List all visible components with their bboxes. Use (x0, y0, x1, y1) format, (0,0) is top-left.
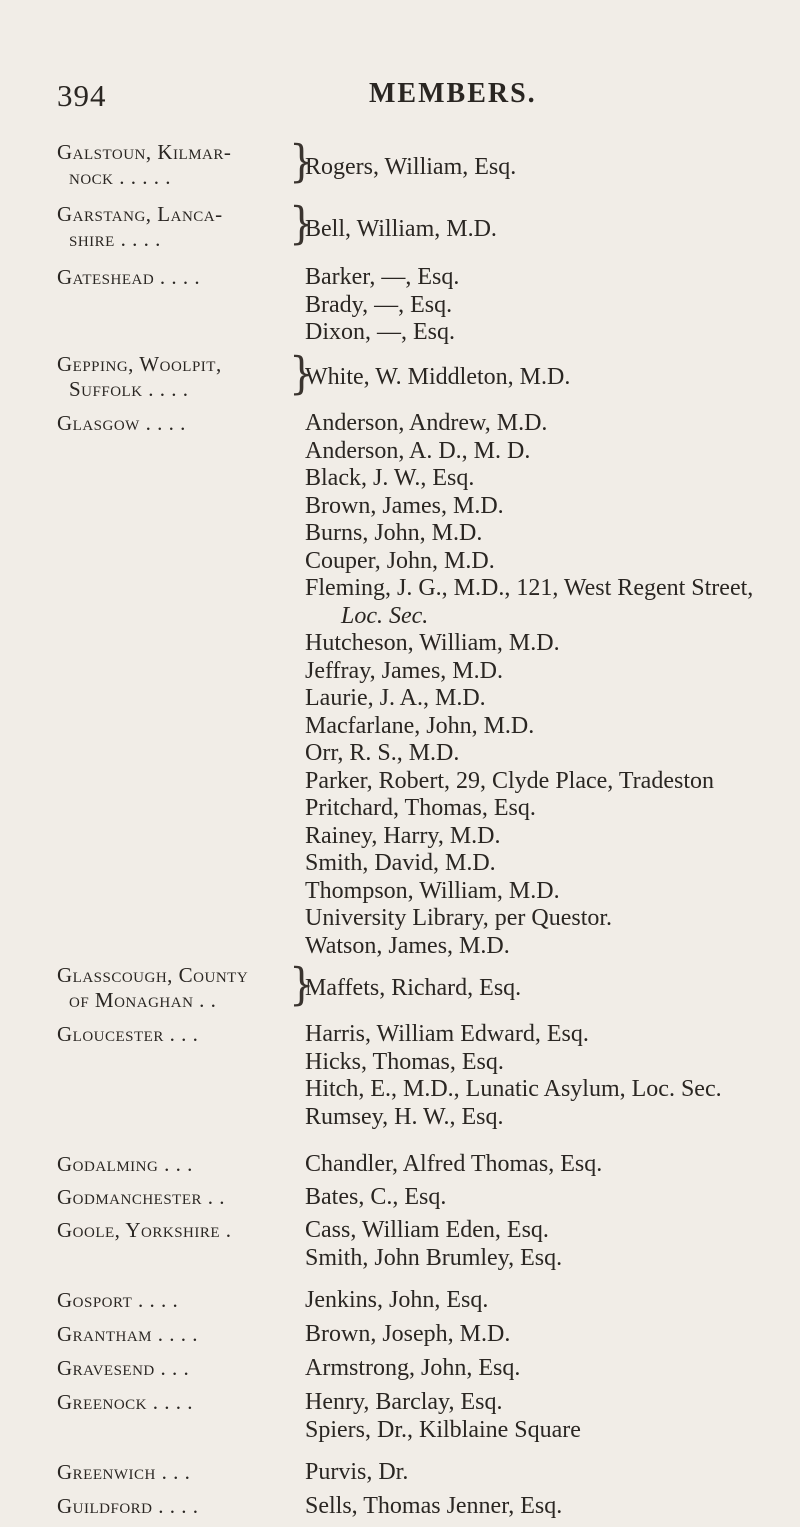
member-name: Anderson, Andrew, M.D. (305, 410, 548, 436)
member-name: Jeffray, James, M.D. (305, 657, 503, 684)
brace: } (289, 136, 315, 188)
member-name: Maffets, Richard, Esq. (305, 975, 522, 1001)
member-name: Smith, John Brumley, Esq. (305, 1244, 563, 1271)
member-name: Hutcheson, William, M.D. (305, 630, 560, 656)
entry-godmanchester (57, 1184, 787, 1217)
entry-greenwich (57, 1459, 787, 1493)
running-title: MEMBERS. (369, 78, 537, 109)
entry-galstoun (57, 136, 787, 202)
entry-guildford (57, 1493, 787, 1527)
place-name: Grantham . . . . (57, 1322, 199, 1346)
entry-gravesend (57, 1355, 787, 1389)
entry-gloucester (57, 1021, 787, 1151)
member-name: Anderson, A. D., M. D. (305, 437, 531, 464)
member-name: Barker, —, Esq. (305, 264, 460, 290)
member-name: Sells, Thomas Jenner, Esq. (305, 1493, 563, 1519)
member-name: Chandler, Alfred Thomas, Esq. (305, 1151, 603, 1177)
member-name: Watson, James, M.D. (305, 932, 510, 959)
member-name: Rumsey, H. W., Esq. (305, 1103, 504, 1130)
member-name: Brady, —, Esq. (305, 291, 453, 318)
member-name: Laurie, J. A., M.D. (305, 685, 486, 711)
member-name: Bates, C., Esq. (305, 1184, 447, 1210)
entry-goole (57, 1217, 787, 1287)
entry-grantham (57, 1321, 787, 1355)
entry-glasscough (57, 959, 787, 1021)
member-name: Pritchard, Thomas, Esq. (305, 795, 536, 821)
place-name: Greenwich . . . (57, 1460, 191, 1484)
member-name: Bell, William, M.D. (305, 216, 497, 242)
place-name: Glasgow . . . . (57, 411, 186, 435)
member-name: Thompson, William, M.D. (305, 877, 560, 904)
brace: } (289, 348, 315, 400)
entry-godalming (57, 1151, 787, 1184)
member-name: Spiers, Dr., Kilblaine Square (305, 1416, 581, 1443)
member-name: Dixon, —, Esq. (305, 319, 455, 345)
member-name: Rainey, Harry, M.D. (305, 822, 501, 849)
place-name: Gepping, Woolpit, Suffolk . . . . (57, 352, 222, 401)
place-name: Greenock . . . . (57, 1390, 193, 1414)
member-name: Henry, Barclay, Esq. (305, 1389, 503, 1415)
place-name: Glasscough, County of Monaghan . . (57, 963, 249, 1012)
member-name: Jenkins, John, Esq. (305, 1287, 489, 1313)
place-name: Garstang, Lanca- shire . . . . (57, 202, 223, 251)
member-name: Black, J. W., Esq. (305, 465, 475, 491)
member-note: Loc. Sec. (341, 602, 429, 629)
member-name: Smith, David, M.D. (305, 850, 496, 876)
place-name: Gateshead . . . . (57, 265, 201, 289)
brace: } (289, 198, 315, 250)
place-name: Guildford . . . . (57, 1494, 199, 1518)
member-name: University Library, per Questor. (305, 905, 613, 931)
member-name: White, W. Middleton, M.D. (305, 364, 571, 390)
place-name: Gloucester . . . (57, 1022, 199, 1046)
brace: } (289, 959, 315, 1011)
member-name: Armstrong, John, Esq. (305, 1355, 521, 1381)
place-name: Gravesend . . . (57, 1356, 190, 1380)
entry-gepping (57, 348, 787, 410)
entry-gosport (57, 1287, 787, 1321)
member-name: Couper, John, M.D. (305, 547, 495, 574)
place-name: Galstoun, Kilmar- nock . . . . . (57, 140, 232, 189)
member-name: Fleming, J. G., M.D., 121, West Regent Street, (305, 575, 754, 601)
member-name: Purvis, Dr. (305, 1459, 409, 1485)
place-name: Gosport . . . . (57, 1288, 179, 1312)
entry-greenock (57, 1389, 787, 1459)
member-name: Cass, William Eden, Esq. (305, 1217, 549, 1243)
member-name: Hicks, Thomas, Esq. (305, 1048, 504, 1075)
member-name: Burns, John, M.D. (305, 520, 483, 546)
member-name: Orr, R. S., M.D. (305, 740, 460, 766)
member-name: Parker, Robert, 29, Clyde Place, Tradeston (305, 767, 714, 794)
member-name: Rogers, William, Esq. (305, 154, 517, 180)
member-name: Macfarlane, John, M.D. (305, 712, 535, 739)
members-list (57, 136, 787, 1527)
member-name: Harris, William Edward, Esq. (305, 1021, 589, 1047)
member-name: Hitch, E., M.D., Lunatic Asylum, Loc. Sec. (305, 1076, 722, 1102)
entry-glasgow (57, 410, 787, 963)
place-name: Godalming . . . (57, 1152, 193, 1176)
place-name: Godmanchester . . (57, 1185, 226, 1209)
member-name: Brown, Joseph, M.D. (305, 1321, 511, 1347)
place-name: Goole, Yorkshire . (57, 1218, 232, 1242)
member-name: Brown, James, M.D. (305, 492, 504, 519)
entry-garstang (57, 198, 787, 264)
entry-gateshead (57, 264, 787, 352)
page-number: 394 (57, 78, 107, 113)
